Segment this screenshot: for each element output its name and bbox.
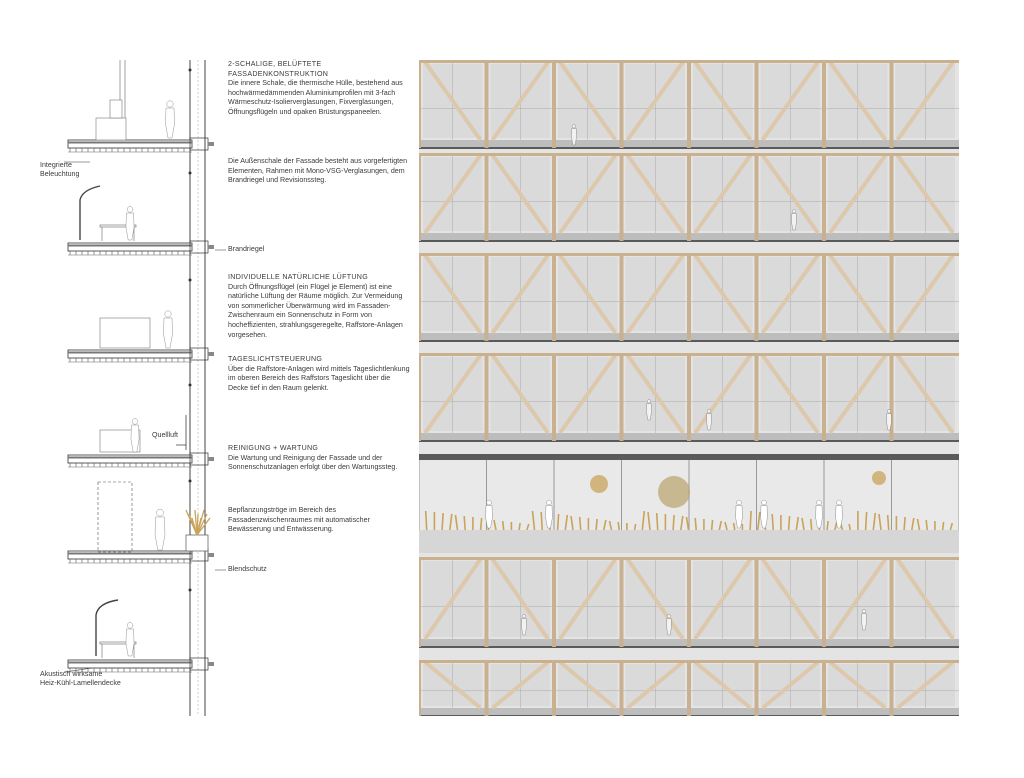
person-head xyxy=(167,101,173,107)
timber-post xyxy=(419,153,421,241)
grass-blade xyxy=(618,522,619,530)
person-head xyxy=(862,610,866,614)
timber-post xyxy=(419,660,421,716)
floor-screed xyxy=(68,245,192,247)
person-sitting xyxy=(126,623,134,656)
grass-blade xyxy=(811,519,812,530)
label-integrated-lighting: Integrierte Beleuchtung xyxy=(40,161,80,179)
grass-blade xyxy=(519,523,520,530)
timber-post xyxy=(620,353,624,441)
timber-post xyxy=(687,153,691,241)
timber-post xyxy=(552,153,556,241)
note-planters xyxy=(228,506,410,535)
grass-blade xyxy=(866,512,867,530)
timber-header xyxy=(419,153,959,156)
person-sitting xyxy=(126,207,134,240)
hinge-point xyxy=(189,480,192,483)
hinge-point xyxy=(189,172,192,175)
grass-blade xyxy=(673,515,674,530)
note-outer-skin xyxy=(228,157,410,186)
note-body: Durch Öffnungsflügel (ein Flügel je Element) ist eine natürliche Lüftung der Räume möglich. Zur Vermeidung von sommerlicher Überwärmung wird im Fassaden-Zwischenraum ein Sonnenschutz in Form von hocheffizienten, strahlungsgeregelte, Raffstore-Anlagen vorgesehen. xyxy=(228,282,403,339)
floor-lamp xyxy=(96,600,118,656)
cabinet xyxy=(96,118,126,140)
timber-post xyxy=(419,353,421,441)
grass-blade xyxy=(464,516,465,530)
timber-post xyxy=(822,660,826,716)
person-head xyxy=(165,311,171,317)
timber-post xyxy=(485,153,489,241)
slab-band xyxy=(419,454,959,460)
person-body xyxy=(166,108,175,138)
timber-post xyxy=(822,253,826,341)
grass-blade xyxy=(712,520,713,530)
timber-post xyxy=(687,353,691,441)
grass-blade xyxy=(657,513,658,530)
note-heading: REINIGUNG + WARTUNG xyxy=(228,444,319,452)
timber-post xyxy=(485,353,489,441)
grass-blade xyxy=(789,516,790,530)
timber-post xyxy=(755,660,759,716)
planter-band xyxy=(419,530,959,553)
floor-slab xyxy=(68,350,192,358)
cabinet xyxy=(100,318,150,348)
floor-slab xyxy=(68,140,192,148)
person-head xyxy=(817,500,822,505)
person-head xyxy=(707,410,711,414)
note-double-skin-facade xyxy=(228,60,410,118)
note-body: Bepflanzungströge im Bereich des Fassadenzwischenraumes mit automatischer Bewässerung und Entwässerung. xyxy=(228,506,370,534)
maintenance-walkway xyxy=(208,352,214,356)
floor-lamp xyxy=(80,186,100,240)
grass-blade xyxy=(503,521,504,530)
timber-post xyxy=(890,253,894,341)
person-head xyxy=(522,615,526,619)
person-body xyxy=(126,629,134,656)
note-body: Über die Raffstore-Anlagen wird mittels Tageslichtlenkung im oberen Bereich des Raffstors Tageslicht über die Decke tief in den Raum gelenkt. xyxy=(228,364,410,392)
timber-post xyxy=(419,557,421,647)
timber-post xyxy=(419,60,421,148)
floor-screed xyxy=(68,142,192,144)
hinge-point xyxy=(189,384,192,387)
timber-post xyxy=(755,557,759,647)
person-head xyxy=(792,210,796,214)
person-body xyxy=(522,619,527,636)
grass-blade xyxy=(481,518,482,530)
timber-post xyxy=(890,660,894,716)
timber-post xyxy=(755,153,759,241)
grass-blade xyxy=(943,522,944,530)
maintenance-walkway xyxy=(208,662,214,666)
timber-post xyxy=(485,557,489,647)
maintenance-walkway xyxy=(208,245,214,249)
timber-post xyxy=(620,60,624,148)
timber-post xyxy=(552,353,556,441)
person-head xyxy=(487,500,492,505)
note-cleaning-maintenance xyxy=(228,444,410,473)
floor-screed xyxy=(68,553,192,555)
timber-post xyxy=(552,60,556,148)
note-heading: INDIVIDUELLE NATÜRLICHE LÜFTUNG xyxy=(228,273,369,281)
maintenance-walkway xyxy=(208,142,214,146)
hinge-point xyxy=(189,279,192,282)
timber-post xyxy=(620,660,624,716)
grass-blade xyxy=(734,523,735,530)
timber-header xyxy=(419,253,959,256)
timber-post xyxy=(755,253,759,341)
timber-post xyxy=(822,153,826,241)
person-head xyxy=(837,500,842,505)
shrub xyxy=(590,475,608,493)
person-head xyxy=(156,509,163,516)
equipment xyxy=(110,100,122,118)
label-glare-protection: Blendschutz xyxy=(228,565,267,573)
grass-blade xyxy=(426,511,427,530)
grass-blade xyxy=(904,517,905,530)
person-head xyxy=(737,500,742,505)
person-sitting xyxy=(131,419,139,452)
person-body xyxy=(647,404,652,421)
note-natural-ventilation xyxy=(228,273,410,340)
floor-slab xyxy=(68,455,192,463)
timber-post xyxy=(822,353,826,441)
timber-post xyxy=(890,60,894,148)
shrub xyxy=(658,476,690,508)
person-standing xyxy=(164,311,173,348)
grass-blade xyxy=(635,524,636,530)
timber-post xyxy=(822,557,826,647)
timber-post xyxy=(890,153,894,241)
grass-blade xyxy=(580,517,581,530)
timber-post xyxy=(890,557,894,647)
planter-trough xyxy=(186,535,208,551)
floor-slab xyxy=(68,660,192,668)
grass-blade xyxy=(596,519,597,530)
timber-post xyxy=(822,60,826,148)
person-head xyxy=(132,419,138,425)
timber-post xyxy=(485,253,489,341)
note-heading: 2-SCHALIGE, BELÜFTETE FASSADENKONSTRUKTION xyxy=(228,60,329,78)
person-body xyxy=(887,414,892,431)
grass-blade xyxy=(926,520,927,530)
person-head xyxy=(667,615,671,619)
person-head xyxy=(547,500,552,505)
person-head xyxy=(887,410,891,414)
maintenance-walkway xyxy=(208,457,214,461)
floor-screed xyxy=(68,662,192,664)
timber-post xyxy=(755,353,759,441)
label-fire-barrier: Brandriegel xyxy=(228,245,265,253)
grass-blade xyxy=(849,524,850,530)
timber-post xyxy=(485,60,489,148)
note-daylight-control xyxy=(228,355,410,393)
grass-blade xyxy=(695,518,696,530)
person-head xyxy=(127,207,133,213)
label-acoustic-ceiling: Akustisch wirksame Heiz-Kühl-Lamellendecke xyxy=(40,670,121,688)
grass-blade xyxy=(442,513,443,530)
note-heading: TAGESLICHTSTEUERUNG xyxy=(228,355,323,363)
person-standing xyxy=(166,101,175,138)
person-head xyxy=(127,623,133,629)
stair-frame xyxy=(98,482,132,552)
person-body xyxy=(862,614,867,631)
grass-blade xyxy=(541,512,542,530)
timber-post xyxy=(755,60,759,148)
person-body xyxy=(126,213,134,240)
note-body: Die Wartung und Reinigung der Fassade und der Sonnenschutzanlagen erfolgt über den Wartungssteg. xyxy=(228,453,398,472)
person-head xyxy=(647,400,651,404)
grass-blade xyxy=(558,514,559,530)
grass-blade xyxy=(827,521,828,530)
timber-post xyxy=(485,660,489,716)
person-body xyxy=(707,414,712,431)
grass-blade xyxy=(750,511,751,530)
facade-elevation-drawing xyxy=(419,60,959,716)
timber-post xyxy=(620,253,624,341)
shrub xyxy=(872,471,886,485)
note-body: Die Außenschale der Fassade besteht aus vorgefertigten Elementen, Rahmen mit Mono-VSG-Verglasungen, dem Brandriegel und Revisionssteg. xyxy=(228,157,408,185)
floor-screed xyxy=(68,457,192,459)
timber-header xyxy=(419,557,959,560)
hinge-point xyxy=(189,589,192,592)
timber-post xyxy=(620,153,624,241)
timber-post xyxy=(687,557,691,647)
person-body xyxy=(792,214,797,231)
label-source-air: Quellluft xyxy=(152,431,179,439)
person-head xyxy=(762,500,767,505)
person-standing xyxy=(155,509,165,550)
grass-blade xyxy=(888,515,889,530)
person-body xyxy=(572,129,577,146)
grass-blade xyxy=(772,514,773,530)
timber-post xyxy=(620,557,624,647)
maintenance-walkway xyxy=(208,553,214,557)
floor-screed xyxy=(68,352,192,354)
person-body xyxy=(155,517,165,550)
timber-post xyxy=(552,253,556,341)
timber-post xyxy=(687,660,691,716)
note-body: Die innere Schale, die thermische Hülle, bestehend aus hochwärmedämmenden Aluminiumprofilen mit 3-fach Wärmeschutz-Isolierverglasungen, Fixverglasungen, Öffnungsflügeln und opaken Brüstungspaneelen. xyxy=(228,79,403,116)
timber-post xyxy=(419,253,421,341)
timber-post xyxy=(687,253,691,341)
timber-header xyxy=(419,353,959,356)
hinge-point xyxy=(189,69,192,72)
floor-slab xyxy=(68,243,192,251)
timber-header xyxy=(419,660,959,663)
timber-post xyxy=(687,60,691,148)
person-body xyxy=(164,318,173,348)
timber-post xyxy=(552,557,556,647)
person-head xyxy=(572,125,576,129)
timber-header xyxy=(419,60,959,63)
person-body xyxy=(667,619,672,636)
timber-post xyxy=(552,660,556,716)
